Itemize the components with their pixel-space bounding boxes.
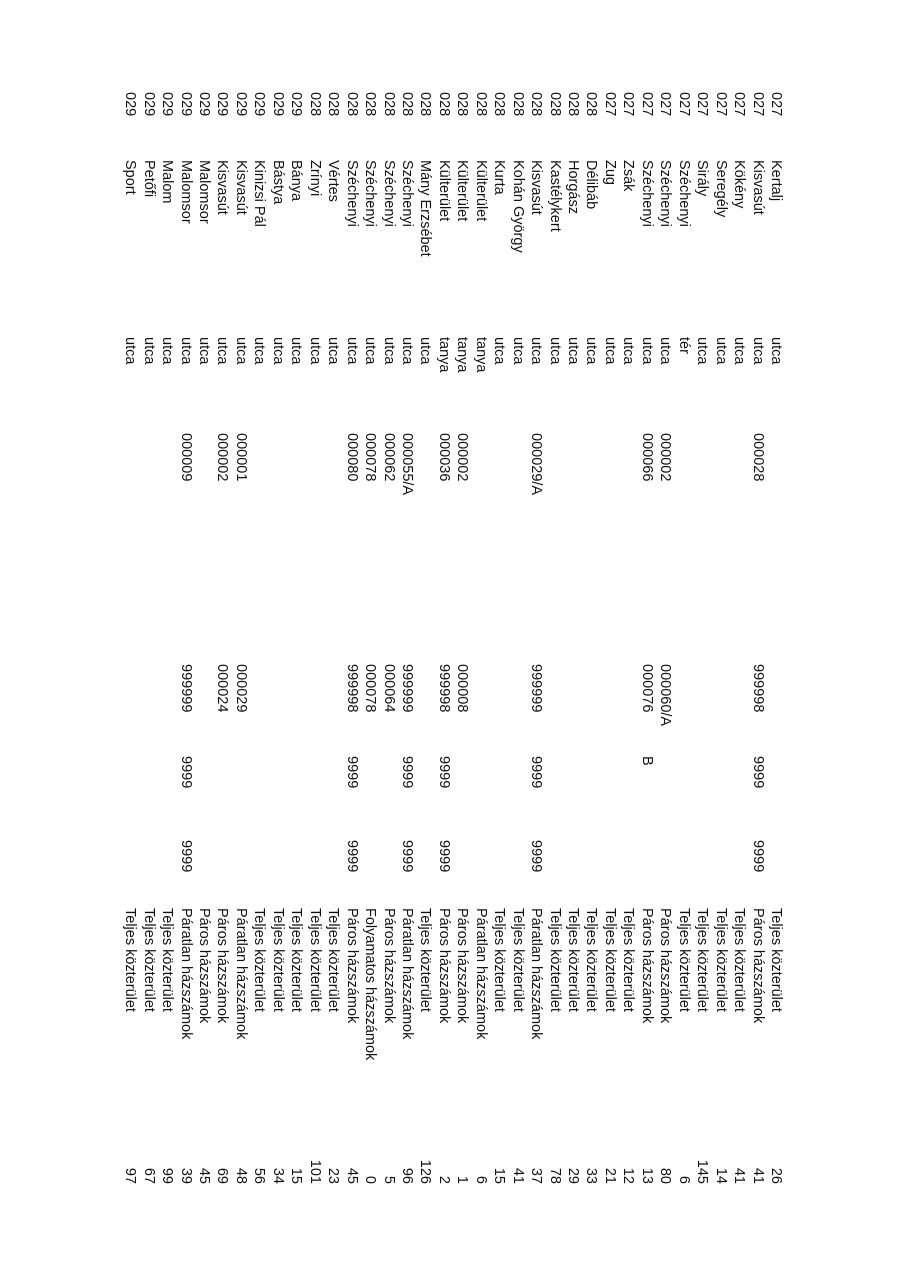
house-number-from: 000055/A [399, 433, 415, 496]
street-name: Kastélykert [546, 160, 563, 232]
house-number-to: 999998 [435, 664, 452, 713]
street-name: Malomsor [196, 160, 213, 224]
range-marker-1: 9999 [399, 756, 415, 789]
table-row [564, 0, 582, 1280]
district-code: 027 [731, 92, 748, 117]
house-number-from: 000062 [380, 433, 397, 482]
street-type: utca [140, 337, 157, 365]
street-type: tanya [454, 337, 471, 373]
house-number-from: 000028 [749, 433, 766, 482]
range-kind: Páratlan házszámok [399, 908, 415, 1040]
street-name: Sport [122, 160, 139, 195]
range-marker-1: B [638, 756, 655, 766]
range-kind: Teljes közterület [325, 908, 342, 1012]
street-type: utca [417, 337, 434, 365]
count: 0 [362, 1175, 379, 1184]
street-type: utca [601, 337, 618, 365]
street-name: Kohán György [509, 160, 526, 253]
table-row [693, 0, 711, 1280]
table-row [527, 0, 545, 1280]
count: 97 [122, 1167, 139, 1184]
district-code: 028 [362, 92, 379, 117]
street-name: Bástya [269, 160, 286, 205]
range-kind: Teljes közterület [601, 908, 618, 1012]
count: 41 [509, 1167, 526, 1184]
table-row [416, 0, 434, 1280]
count: 23 [325, 1167, 342, 1184]
district-code: 027 [657, 92, 674, 117]
count: 48 [232, 1167, 249, 1184]
range-kind: Páros házszámok [196, 908, 213, 1024]
street-type: utca [288, 337, 305, 365]
range-kind: Páros házszámok [638, 908, 655, 1024]
street-type: utca [565, 337, 582, 365]
district-code: 027 [712, 92, 729, 117]
district-code: 027 [768, 92, 784, 117]
district-code: 028 [565, 92, 582, 117]
street-type: tanya [435, 337, 452, 373]
house-number-to: 999999 [177, 664, 194, 713]
range-kind: Teljes közterület [768, 908, 784, 1012]
count: 56 [251, 1167, 268, 1184]
district-code: 028 [435, 92, 452, 117]
range-marker-2: 9999 [435, 840, 452, 873]
range-kind: Teljes közterület [122, 908, 139, 1012]
district-code: 029 [122, 92, 139, 117]
range-kind: Teljes közterület [509, 908, 526, 1012]
street-name: Kisvasút [528, 160, 545, 215]
street-name: Kinizsi Pál [251, 160, 268, 227]
house-number-to: 999999 [528, 664, 545, 713]
street-name: Petőfi [140, 160, 157, 198]
table-row [287, 0, 305, 1280]
range-kind: Teljes közterület [731, 908, 748, 1012]
count: 13 [638, 1167, 655, 1184]
street-name: Széchenyi [380, 160, 397, 227]
street-name: Széchenyi [638, 160, 655, 227]
street-name: Sirály [694, 160, 711, 197]
district-code: 027 [638, 92, 655, 117]
street-type: utca [768, 337, 784, 365]
street-name: Mány Erzsébet [417, 160, 434, 257]
house-number-from: 000029/A [528, 433, 545, 496]
district-code: 028 [454, 92, 471, 117]
range-marker-1: 9999 [435, 756, 452, 789]
range-kind: Teljes közterület [417, 908, 434, 1012]
house-number-from: 000001 [232, 433, 249, 482]
count: 126 [417, 1159, 434, 1184]
table-row [583, 0, 601, 1280]
house-number-to: 000064 [380, 664, 397, 713]
range-marker-1: 9999 [343, 756, 360, 789]
district-code: 028 [509, 92, 526, 117]
district-code: 029 [288, 92, 305, 117]
house-number-to: 000076 [638, 664, 655, 713]
range-kind: Páros házszámok [380, 908, 397, 1024]
count: 12 [620, 1167, 637, 1184]
table-row [453, 0, 471, 1280]
house-number-from: 000002 [454, 433, 471, 482]
count: 21 [601, 1167, 618, 1184]
table-row [656, 0, 674, 1280]
street-type: utca [196, 337, 213, 365]
house-number-from: 000078 [362, 433, 379, 482]
count: 45 [343, 1167, 360, 1184]
street-name: Zsák [620, 160, 637, 192]
district-code: 028 [491, 92, 508, 117]
count: 33 [583, 1167, 600, 1184]
street-name: Külterület [454, 160, 471, 222]
street-type: utca [251, 337, 268, 365]
street-type: utca [620, 337, 637, 365]
district-code: 028 [306, 92, 323, 117]
table-row [232, 0, 250, 1280]
street-name: Vértes [325, 160, 342, 202]
street-type: utca [325, 337, 342, 365]
street-type: utca [362, 337, 379, 365]
table-row [490, 0, 508, 1280]
street-name: Széchenyi [343, 160, 360, 227]
street-type: utca [232, 337, 249, 365]
count: 15 [491, 1167, 508, 1184]
street-type: utca [177, 337, 194, 365]
table-row [214, 0, 232, 1280]
street-name: Bánya [288, 160, 305, 202]
range-kind: Teljes közterület [620, 908, 637, 1012]
street-name: Széchenyi [399, 160, 415, 227]
street-type: utca [269, 337, 286, 365]
street-type: utca [731, 337, 748, 365]
street-name: Kisvasút [232, 160, 249, 215]
count: 29 [565, 1167, 582, 1184]
range-kind: Teljes közterület [269, 908, 286, 1012]
range-kind: Páros házszámok [454, 908, 471, 1024]
district-code: 028 [583, 92, 600, 117]
range-marker-1: 9999 [177, 756, 194, 789]
street-name: Kurta [491, 160, 508, 195]
street-name: Kökény [731, 160, 748, 209]
district-code: 028 [546, 92, 563, 117]
table-row [269, 0, 287, 1280]
district-code: 028 [380, 92, 397, 117]
street-type: utca [509, 337, 526, 365]
range-kind: Teljes közterület [565, 908, 582, 1012]
district-code: 029 [251, 92, 268, 117]
table-row [712, 0, 730, 1280]
street-name: Horgász [565, 160, 582, 214]
range-kind: Folyamatos házszámok [362, 908, 379, 1061]
street-name: Malom [159, 160, 176, 204]
range-kind: Teljes közterület [546, 908, 563, 1012]
house-number-from: 000002 [214, 433, 231, 482]
district-code: 029 [196, 92, 213, 117]
street-type: tér [675, 337, 692, 354]
street-type: utca [122, 337, 139, 365]
range-kind: Teljes közterület [159, 908, 176, 1012]
range-kind: Páros házszámok [214, 908, 231, 1024]
range-kind: Páratlan házszámok [177, 908, 194, 1040]
count: 101 [306, 1159, 323, 1184]
street-type: utca [712, 337, 729, 365]
table-row [306, 0, 324, 1280]
street-type: utca [694, 337, 711, 365]
house-number-to: 000060/A [657, 664, 674, 727]
range-kind: Teljes közterület [306, 908, 323, 1012]
street-name: Zrínyi [306, 160, 323, 197]
count: 39 [177, 1167, 194, 1184]
table-row [195, 0, 213, 1280]
table-row [140, 0, 158, 1280]
street-type: tanya [472, 337, 489, 373]
district-code: 027 [620, 92, 637, 117]
table-row [472, 0, 490, 1280]
street-name: Külterület [435, 160, 452, 222]
table-row [675, 0, 693, 1280]
range-kind: Teljes közterület [694, 908, 711, 1012]
range-kind: Teljes közterület [712, 908, 729, 1012]
house-number-from: 000066 [638, 433, 655, 482]
table-row [361, 0, 379, 1280]
street-name: Malomsor [177, 160, 194, 224]
table-row [619, 0, 637, 1280]
street-name: Kisvasút [749, 160, 766, 215]
count: 2 [435, 1175, 452, 1184]
range-marker-2: 9999 [528, 840, 545, 873]
district-code: 028 [472, 92, 489, 117]
count: 80 [657, 1167, 674, 1184]
table-row [638, 0, 656, 1280]
district-code: 029 [232, 92, 249, 117]
count: 14 [712, 1167, 729, 1184]
table-row [601, 0, 619, 1280]
table-row [158, 0, 176, 1280]
table-row [343, 0, 361, 1280]
street-type: utca [749, 337, 766, 365]
street-name: Kisvasút [214, 160, 231, 215]
table-row [250, 0, 268, 1280]
count: 34 [269, 1167, 286, 1184]
house-number-from: 000036 [435, 433, 452, 482]
range-marker-2: 9999 [343, 840, 360, 873]
street-name: Zug [601, 160, 618, 185]
street-type: utca [528, 337, 545, 365]
street-type: utca [343, 337, 360, 365]
table-row [177, 0, 195, 1280]
range-marker-1: 9999 [528, 756, 545, 789]
district-code: 027 [675, 92, 692, 117]
house-number-to: 000029 [232, 664, 249, 713]
count: 37 [528, 1167, 545, 1184]
count: 1 [454, 1175, 471, 1184]
range-kind: Teljes közterület [675, 908, 692, 1012]
district-code: 029 [140, 92, 157, 117]
range-kind: Páratlan házszámok [472, 908, 489, 1040]
count: 41 [731, 1167, 748, 1184]
table-row [380, 0, 398, 1280]
range-marker-2: 9999 [177, 840, 194, 873]
street-type: utca [306, 337, 323, 365]
district-code: 028 [399, 92, 415, 117]
table-row [121, 0, 139, 1280]
district-code: 027 [694, 92, 711, 117]
street-name: Széchenyi [362, 160, 379, 227]
house-number-to: 000078 [362, 664, 379, 713]
house-number-to: 999999 [399, 664, 415, 713]
range-marker-1: 9999 [749, 756, 766, 789]
district-code: 028 [528, 92, 545, 117]
count: 145 [694, 1159, 711, 1184]
street-name: Széchenyi [657, 160, 674, 227]
count: 26 [768, 1167, 784, 1184]
count: 78 [546, 1167, 563, 1184]
table-row [767, 0, 785, 1280]
house-number-from: 000080 [343, 433, 360, 482]
count: 6 [675, 1175, 692, 1184]
district-code: 028 [343, 92, 360, 117]
district-code: 028 [417, 92, 434, 117]
range-kind: Páros házszámok [435, 908, 452, 1024]
house-number-to: 000024 [214, 664, 231, 713]
district-code: 028 [325, 92, 342, 117]
house-number-from: 000009 [177, 433, 194, 482]
house-number-from: 000002 [657, 433, 674, 482]
street-name: Seregély [712, 160, 729, 218]
range-kind: Páros házszámok [657, 908, 674, 1024]
house-number-to: 000008 [454, 664, 471, 713]
table-row [398, 0, 416, 1280]
table-row [546, 0, 564, 1280]
count: 96 [399, 1167, 415, 1184]
district-code: 029 [269, 92, 286, 117]
street-type: utca [159, 337, 176, 365]
range-marker-2: 9999 [749, 840, 766, 873]
range-kind: Teljes közterület [251, 908, 268, 1012]
street-name: Délibáb [583, 160, 600, 210]
range-kind: Páros házszámok [749, 908, 766, 1024]
table-row [749, 0, 767, 1280]
street-name: Kertalj [768, 160, 784, 202]
house-number-to: 999998 [343, 664, 360, 713]
range-kind: Páros házszámok [343, 908, 360, 1024]
house-number-to: 999998 [749, 664, 766, 713]
range-kind: Páratlan házszámok [528, 908, 545, 1040]
table-row [509, 0, 527, 1280]
table-row [435, 0, 453, 1280]
street-name: Külterület [472, 160, 489, 222]
count: 99 [159, 1167, 176, 1184]
table-row [324, 0, 342, 1280]
count: 6 [472, 1175, 489, 1184]
street-type: utca [638, 337, 655, 365]
street-type: utca [546, 337, 563, 365]
range-kind: Páratlan házszámok [232, 908, 249, 1040]
street-type: utca [657, 337, 674, 365]
range-kind: Teljes közterület [288, 908, 305, 1012]
count: 5 [380, 1175, 397, 1184]
district-code: 027 [749, 92, 766, 117]
count: 41 [749, 1167, 766, 1184]
street-type: utca [491, 337, 508, 365]
table-row [730, 0, 748, 1280]
count: 15 [288, 1167, 305, 1184]
street-name: Széchenyi [675, 160, 692, 227]
street-type: utca [380, 337, 397, 365]
range-kind: Teljes közterület [140, 908, 157, 1012]
district-code: 027 [601, 92, 618, 117]
district-code: 029 [214, 92, 231, 117]
street-type: utca [214, 337, 231, 365]
count: 45 [196, 1167, 213, 1184]
district-code: 029 [177, 92, 194, 117]
street-type: utca [399, 337, 415, 365]
district-code: 029 [159, 92, 176, 117]
range-kind: Teljes közterület [583, 908, 600, 1012]
range-marker-2: 9999 [399, 840, 415, 873]
count: 69 [214, 1167, 231, 1184]
range-kind: Teljes közterület [491, 908, 508, 1012]
count: 67 [140, 1167, 157, 1184]
street-type: utca [583, 337, 600, 365]
